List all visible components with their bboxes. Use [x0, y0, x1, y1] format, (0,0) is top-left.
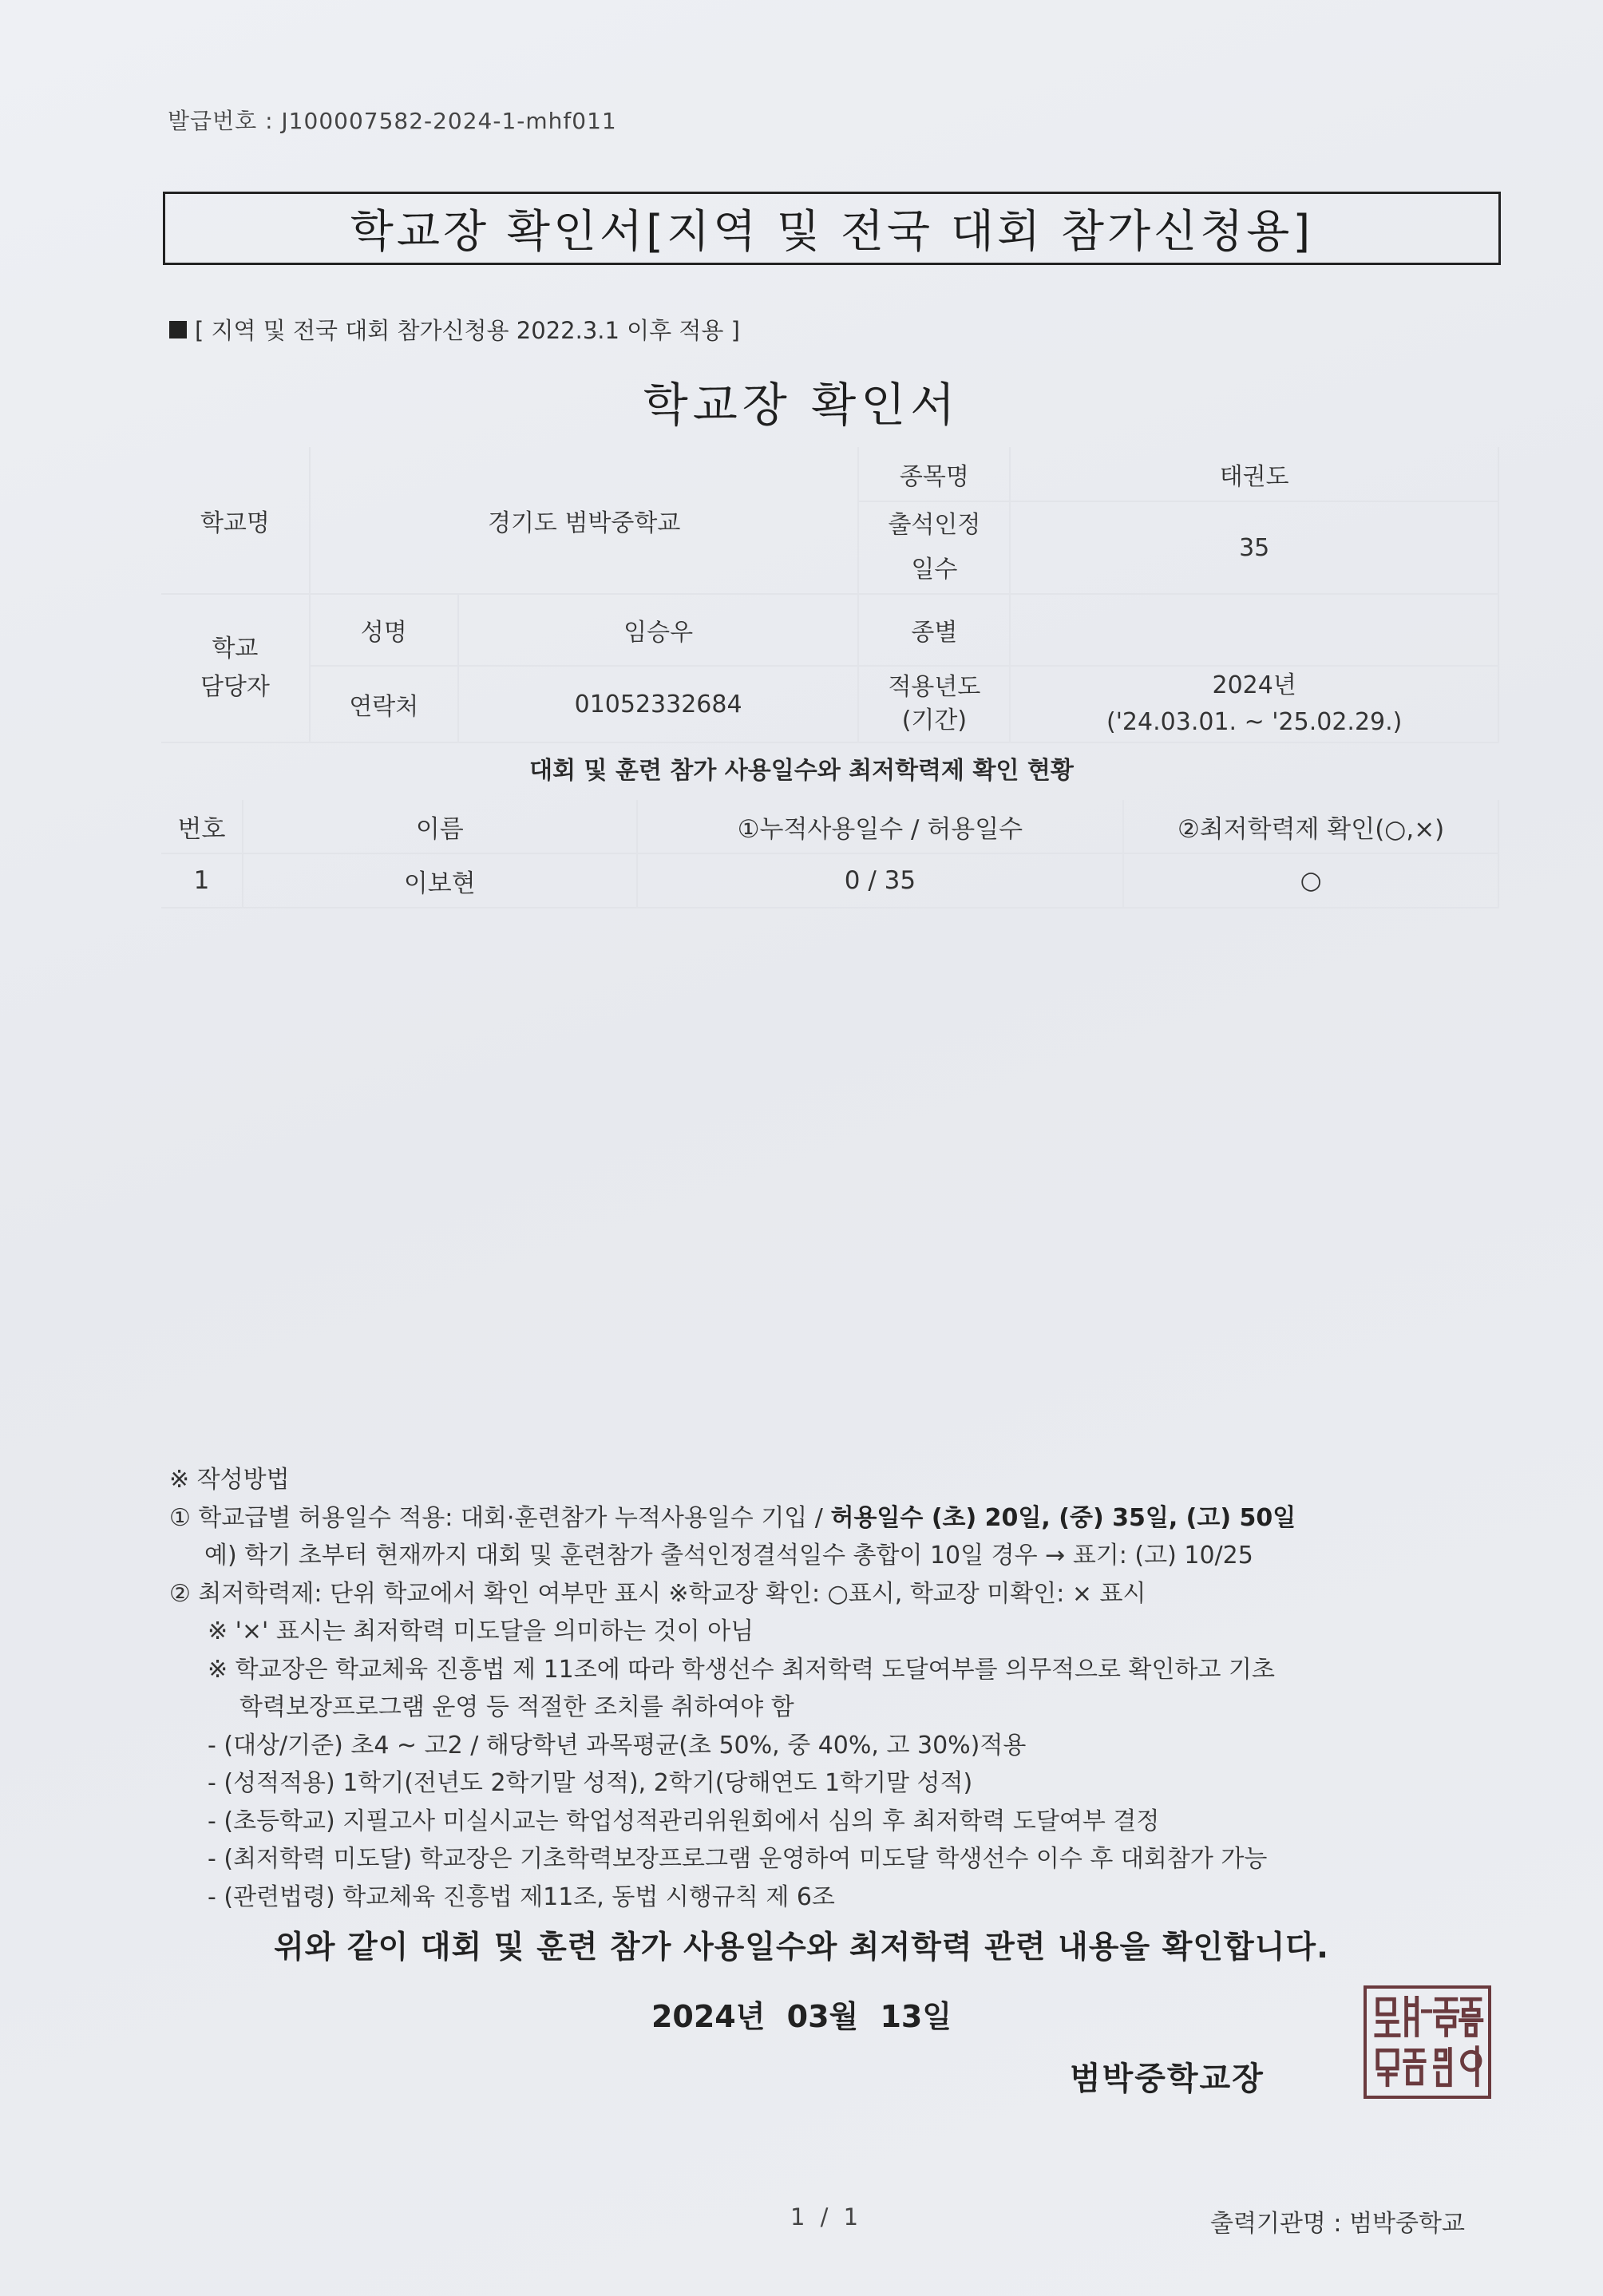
usage-caption: 대회 및 훈련 참가 사용일수와 최저학력제 확인 현황 — [529, 757, 1074, 785]
row-number: 1 — [161, 853, 243, 908]
guide-line: 예) 학기 초부터 현재까지 대회 및 훈련참가 출석인정결석일수 총합이 10일 경우 → 표기: (고) 10/25 — [204, 1542, 1253, 1570]
row-name: 이보현 — [243, 853, 637, 908]
document-title: 학교장 확인서[지역 및 전국 대회 참가신청용] — [350, 206, 1314, 258]
year-value-line1: 2024년 — [1212, 671, 1296, 699]
guide-line: ※ '×' 표시는 최저학력 미도달을 의미하는 것이 아님 — [208, 1617, 754, 1645]
guide-line — [169, 1499, 1526, 1538]
guide-line: 학력보장프로그램 운영 등 적절한 조치를 취하여야 함 — [239, 1693, 794, 1721]
row-check: ○ — [1123, 853, 1498, 908]
certificate-title: 학교장 확인서 — [643, 378, 960, 432]
guide-line-bold: 허용일수 (초) 20일, (중) 35일, (고) 50일 — [830, 1503, 1296, 1532]
guide-line: - (초등학교) 지필고사 미실시교는 학업성적관리위원회에서 심의 후 최저학력 도달여부 결정 — [208, 1807, 1160, 1835]
guide-line-text: ① 학교급별 허용일수 적용: 대회·훈련참가 누적사용일수 기입 / — [169, 1503, 831, 1532]
name-label: 성명 — [310, 594, 458, 666]
official-seal — [1364, 1985, 1491, 2099]
guide-line: - (성적적용) 1학기(전년도 2학기말 성적), 2학기(당해연도 1학기말 성적) — [208, 1769, 973, 1797]
header-name: 이름 — [243, 800, 637, 853]
attendance-label — [858, 501, 1010, 594]
square-bullet-icon — [169, 321, 187, 338]
guide-line: - (관련법령) 학교체육 진흥법 제11조, 동법 시행규칙 제 6조 — [208, 1882, 835, 1911]
info-table — [161, 447, 1499, 743]
year-label-line2: (기간) — [901, 707, 968, 734]
category-label: 종별 — [858, 594, 1010, 666]
confirmation-statement: 위와 같이 대회 및 훈련 참가 사용일수와 최저학력 관련 내용을 확인합니다. — [274, 1930, 1329, 1965]
printing-institution: 출력기관명 : 범박중학교 — [1210, 2210, 1465, 2238]
seal-glyph-icon — [1367, 1989, 1488, 2096]
year-value-line2: ('24.03.01. ~ '25.02.29.) — [1106, 708, 1403, 736]
manager-label-line2: 담당자 — [200, 673, 270, 701]
year-label-line1: 적용년도 — [888, 673, 981, 701]
header-days: ①누적사용일수 / 허용일수 — [637, 800, 1124, 853]
issue-date: 2024년 03월 13일 — [651, 1999, 952, 2034]
school-value: 경기도 범박중학교 — [310, 447, 859, 594]
contact-label: 연락처 — [310, 666, 458, 742]
apply-note-text: [ 지역 및 전국 대회 참가신청용 2022.3.1 이후 적용 ] — [195, 317, 740, 344]
principal-signature: 범박중학교장 — [1070, 2060, 1265, 2097]
year-label — [858, 666, 1010, 742]
document-title-box — [163, 192, 1501, 265]
usage-header-row — [161, 800, 1498, 853]
manager-label — [161, 594, 310, 742]
guide-line: ※ 학교장은 학교체육 진흥법 제 11조에 따라 학생선수 최저학력 도달여부를 의무적으로 확인하고 기초 — [208, 1655, 1275, 1684]
header-check: ②최저학력제 확인(○,×) — [1123, 800, 1498, 853]
contact-value: 01052332684 — [458, 666, 859, 742]
guide-line: ② 최저학력제: 단위 학교에서 확인 여부만 표시 ※학교장 확인: ○표시, 학교장 미확인: × 표시 — [169, 1579, 1146, 1608]
issue-number: 발급번호 : J100007582-2024-1-mhf011 — [168, 108, 617, 134]
attendance-value: 35 — [1010, 501, 1498, 594]
apply-note — [169, 313, 740, 346]
table-row — [161, 853, 1498, 908]
page-number: 1 / 1 — [790, 2203, 859, 2231]
event-value: 태권도 — [1010, 447, 1498, 501]
category-value — [1010, 594, 1498, 666]
row-days: 0 / 35 — [637, 853, 1124, 908]
writing-guide — [169, 1461, 1526, 1916]
event-label: 종목명 — [858, 447, 1010, 501]
name-value: 임승우 — [458, 594, 859, 666]
header-number: 번호 — [161, 800, 243, 853]
guide-heading: ※ 작성방법 — [169, 1466, 290, 1494]
manager-label-line1: 학교 — [212, 635, 259, 663]
guide-line: - (대상/기준) 초4 ~ 고2 / 해당학년 과목평균(초 50%, 중 40%, 고 30%)적용 — [208, 1731, 1027, 1760]
year-value — [1010, 666, 1498, 742]
attendance-label-line1: 출석인정 — [888, 511, 981, 539]
guide-line: - (최저학력 미도달) 학교장은 기초학력보장프로그램 운영하여 미도달 학생선수 이수 후 대회참가 가능 — [208, 1845, 1268, 1873]
attendance-label-line2: 일수 — [911, 556, 958, 584]
usage-table — [161, 800, 1499, 909]
school-label: 학교명 — [161, 447, 310, 594]
